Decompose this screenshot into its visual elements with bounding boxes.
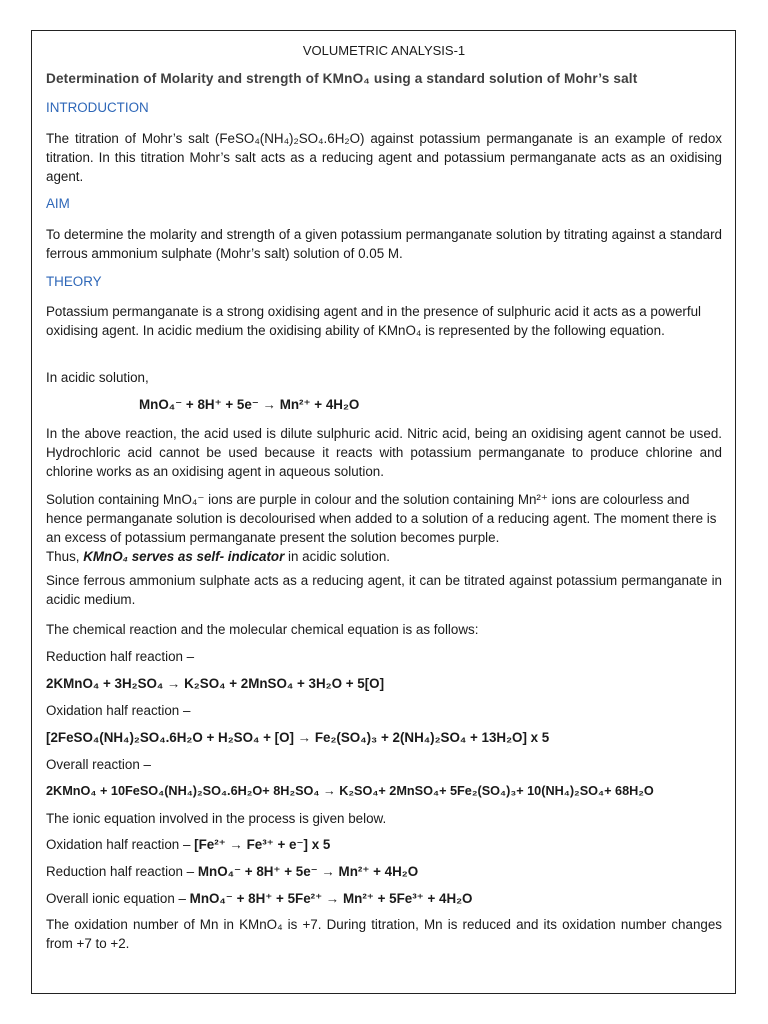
heading-aim: AIM bbox=[46, 196, 70, 211]
ionic-overall-equation: MnO₄⁻ + 8H⁺ + 5Fe²⁺ → Mn²⁺ + 5Fe³⁺ + 4H₂O bbox=[189, 891, 473, 906]
theory-paragraph-2: In the above reaction, the acid used is dilute sulphuric acid. Nitric acid, being an oxidising agent cannot be used. Hydrochloric acid cannot be used because it reacts with potassium permanganate to produce chlorine and chlorine works as an oxidising agent in aqueous solution. bbox=[46, 426, 722, 479]
ionic-overall-label: Overall ionic equation – bbox=[46, 891, 190, 906]
oxidation-half-label: Oxidation half reaction – bbox=[46, 703, 191, 718]
overall-reaction-label: Overall reaction – bbox=[46, 757, 151, 772]
self-indicator-text: KMnO₄ serves as self- indicator bbox=[83, 549, 285, 564]
ionic-oxidation-label: Oxidation half reaction – bbox=[46, 837, 195, 852]
thus-text: Thus, bbox=[46, 549, 84, 564]
ionic-oxidation-line bbox=[46, 835, 722, 854]
introduction-text: The titration of Mohr’s salt (FeSO₄(NH₄)₂SO₄.6H₂O) against potassium permanganate is an example of redox titration. In this titration Mohr’s salt acts as a reducing agent and potassium permanganate acts as an oxidising agent. bbox=[46, 131, 722, 184]
document-subtitle: Determination of Molarity and strength of KMnO₄ using a standard solution of Mohr’s salt bbox=[46, 71, 638, 86]
document-title: VOLUMETRIC ANALYSIS-1 bbox=[302, 43, 466, 58]
heading-theory: THEORY bbox=[46, 274, 102, 289]
overall-reaction-equation: 2KMnO₄ + 10FeSO₄(NH₄)₂SO₄.6H₂O+ 8H₂SO₄ → K₂SO₄+ 2MnSO₄+ 5Fe₂(SO₄)₃+ 10(NH₄)₂SO₄+ 68H₂O bbox=[46, 784, 654, 798]
ionic-reduction-line bbox=[46, 862, 722, 881]
aim-text: To determine the molarity and strength of a given potassium permanganate solution by titrating against a standard ferrous ammonium sulphate (Mohr’s salt) solution of 0.05 M. bbox=[46, 227, 722, 261]
acidic-solution-label: In acidic solution, bbox=[46, 370, 149, 385]
reduction-half-equation: 2KMnO₄ + 3H₂SO₄ → K₂SO₄ + 2MnSO₄ + 3H₂O + 5[O] bbox=[46, 676, 385, 691]
theory-paragraph-3 bbox=[46, 490, 722, 566]
ionic-reduction-label: Reduction half reaction – bbox=[46, 864, 198, 879]
paragraph-3-text: Solution containing MnO₄⁻ ions are purple in colour and the solution containing Mn²⁺ ions are colourless and hence permanganate solution is decolourised when added to a solution of a reducing agent. The moment there is an excess of potassium permanganate present the solution becomes purple. bbox=[46, 492, 717, 545]
acidic-solution-text: in acidic solution. bbox=[284, 549, 391, 564]
reduction-half-label: Reduction half reaction – bbox=[46, 649, 195, 664]
theory-paragraph-5: The chemical reaction and the molecular chemical equation is as follows: bbox=[46, 622, 479, 637]
heading-introduction: INTRODUCTION bbox=[46, 100, 149, 115]
theory-paragraph-1: Potassium permanganate is a strong oxidising agent and in the presence of sulphuric acid it acts as a powerful oxidising agent. In acidic medium the oxidising ability of KMnO₄ is represented by the following equation. bbox=[46, 304, 702, 338]
acidic-equation: MnO₄⁻ + 8H⁺ + 5e⁻ → Mn²⁺ + 4H₂O bbox=[139, 397, 360, 412]
theory-paragraph-4: Since ferrous ammonium sulphate acts as a reducing agent, it can be titrated against potassium permanganate in acidic medium. bbox=[46, 573, 722, 607]
ionic-equation-intro: The ionic equation involved in the process is given below. bbox=[46, 811, 387, 826]
ionic-reduction-equation: MnO₄⁻ + 8H⁺ + 5e⁻ → Mn²⁺ + 4H₂O bbox=[197, 864, 419, 879]
oxidation-half-equation: [2FeSO₄(NH₄)₂SO₄.6H₂O + H₂SO₄ + [O] → Fe₂(SO₄)₃ + 2(NH₄)₂SO₄ + 13H₂O] x 5 bbox=[46, 730, 550, 745]
ionic-oxidation-equation: [Fe²⁺ → Fe³⁺ + e⁻] x 5 bbox=[194, 837, 331, 852]
theory-paragraph-6: The oxidation number of Mn in KMnO₄ is +7. During titration, Mn is reduced and its oxidation number changes from +7 to +2. bbox=[46, 917, 722, 951]
ionic-overall-line bbox=[46, 889, 722, 908]
